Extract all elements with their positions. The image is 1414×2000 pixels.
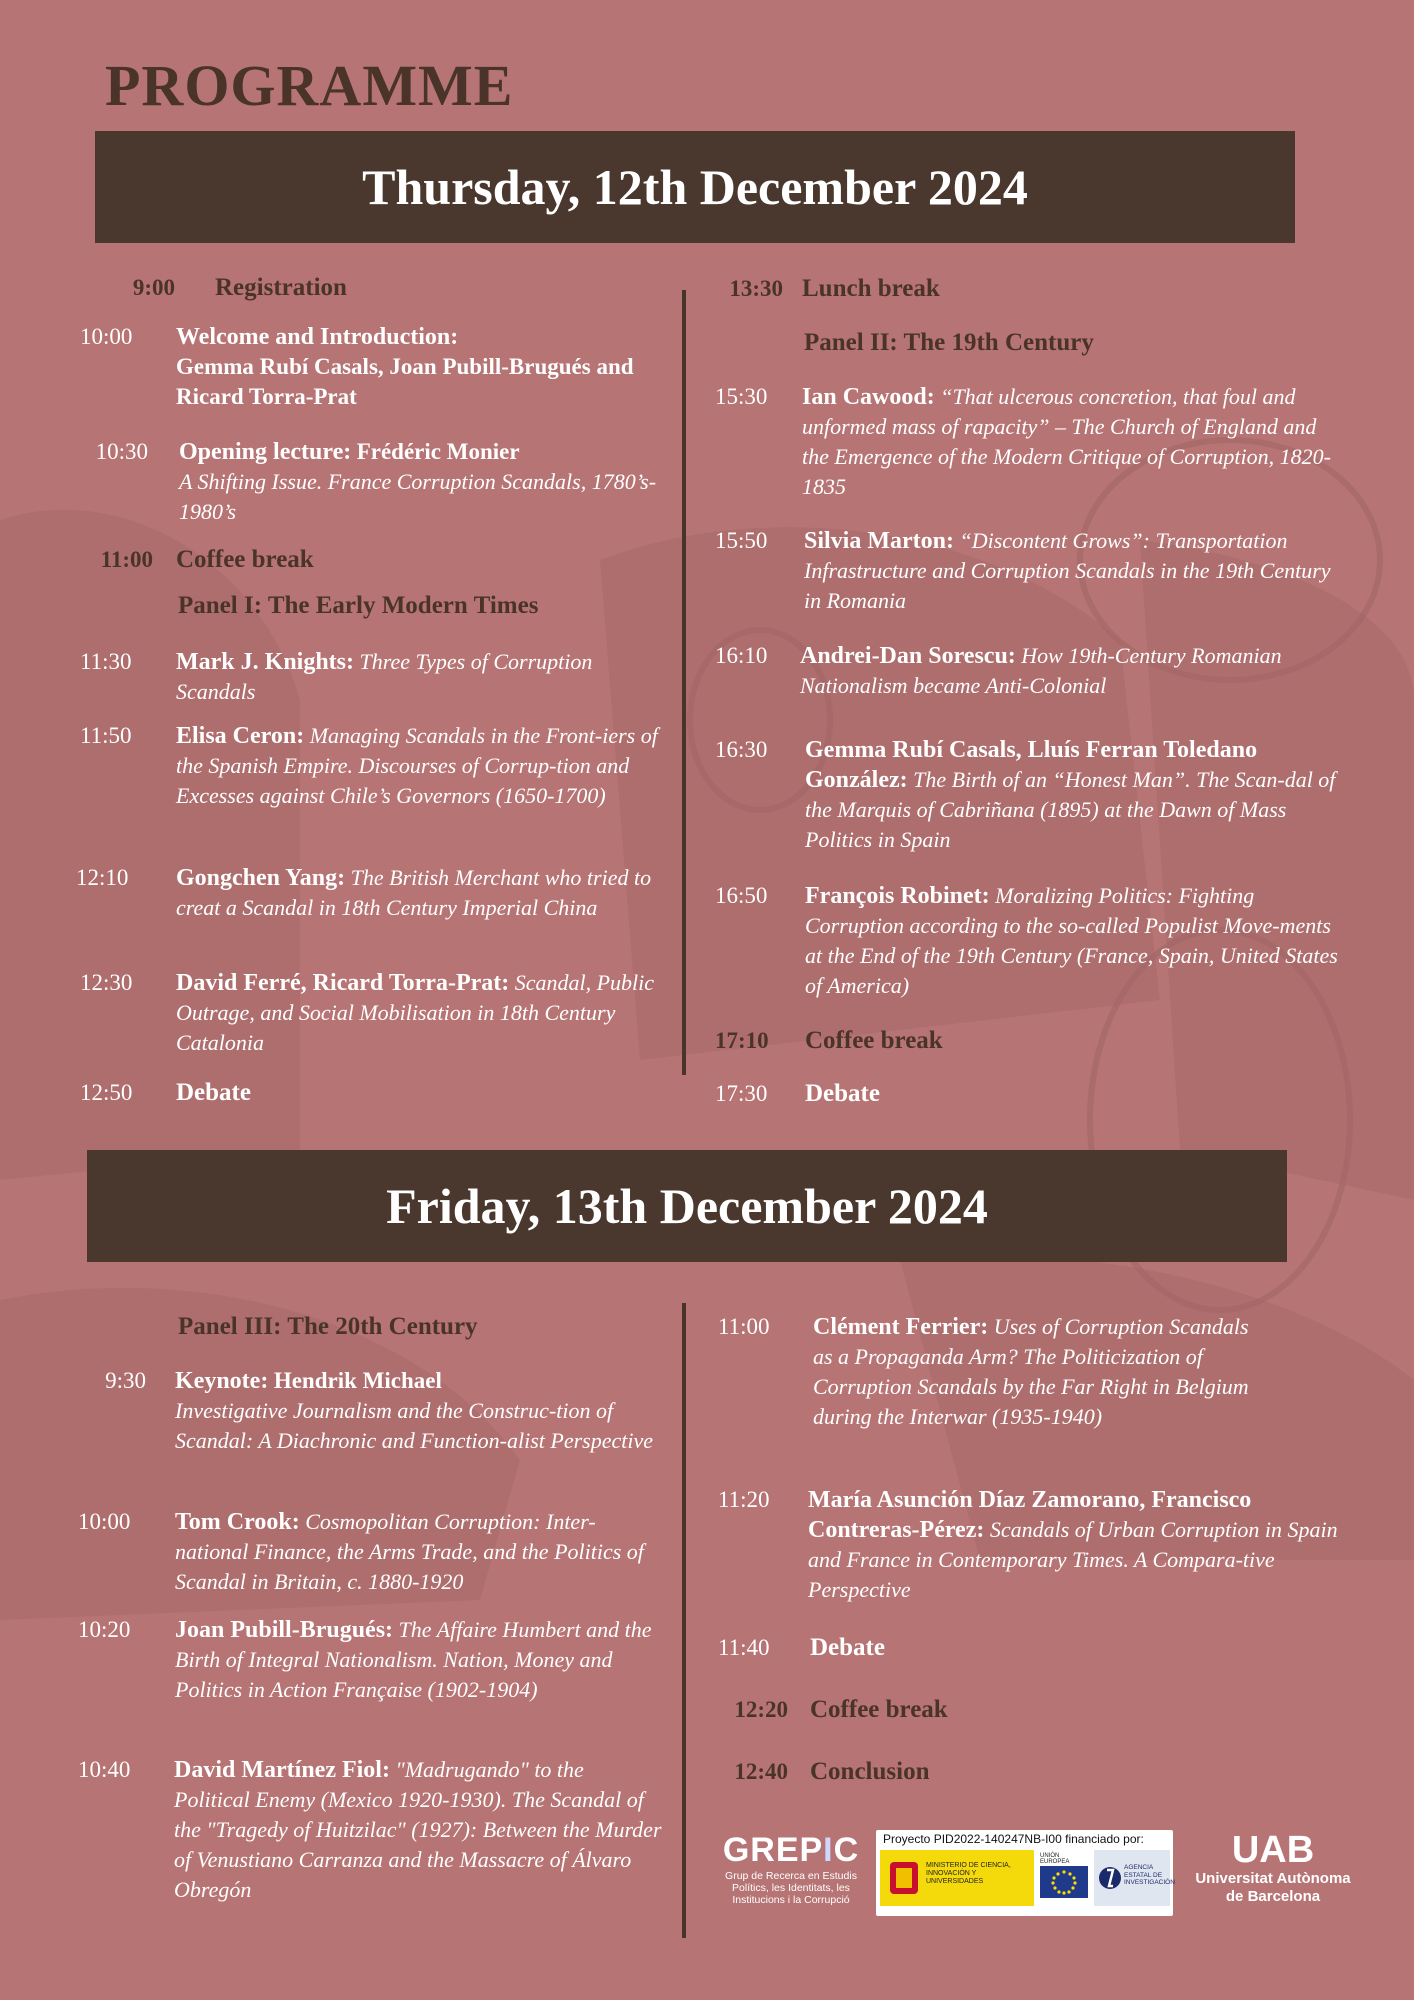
item-label: Debate bbox=[805, 1080, 880, 1107]
item-speaker: Ian Cawood: bbox=[802, 384, 935, 410]
item-time: 10:30 bbox=[95, 439, 148, 464]
item-time: 11:00 bbox=[718, 1314, 770, 1339]
item-speaker: David Martínez Fiol: bbox=[174, 1757, 390, 1783]
uab-wordmark: UAB bbox=[1231, 1829, 1315, 1871]
item-label: Coffee break bbox=[810, 1696, 948, 1723]
item-talk-title: Investigative Journalism and the Construc-tion of Scandal: A Diachronic and Function-alist Perspective bbox=[175, 1398, 653, 1453]
item-speaker: Elisa Ceron: bbox=[176, 723, 305, 749]
eu-flag-icon bbox=[1040, 1866, 1088, 1898]
item-lead: Keynote: bbox=[175, 1368, 269, 1394]
item-speaker: Frédéric Monier bbox=[356, 439, 520, 464]
item-title: Welcome and Introduction: bbox=[176, 324, 459, 350]
schedule-item bbox=[715, 526, 1355, 616]
item-time: 10:00 bbox=[78, 1509, 131, 1534]
schedule-item bbox=[80, 273, 347, 303]
schedule-item bbox=[718, 1485, 1378, 1605]
item-body bbox=[176, 968, 666, 1058]
item-talk-title: "Madrugando" to the Political Enemy (Mexico 1920-1930). The Scandal of the "Tragedy of Huitzilac" (1927): Between the Murder of Venustiano Carranza and the Massacre of Álvaro Obregón bbox=[174, 1757, 662, 1902]
schedule-item bbox=[718, 1695, 948, 1725]
item-time: 15:30 bbox=[715, 384, 768, 409]
grepic-logo bbox=[716, 1832, 866, 1906]
panel-heading: Panel I: The Early Modern Times bbox=[178, 592, 539, 619]
schedule-item bbox=[715, 382, 1355, 502]
panel-heading: Panel II: The 19th Century bbox=[804, 329, 1094, 356]
funding-caption: Proyecto PID2022-140247NB-I00 financiado por: bbox=[883, 1832, 1144, 1846]
item-body bbox=[174, 1755, 664, 1905]
grepic-subtitle: Grup de Recerca en Estudis Polítics, les Identitats, les Institucions i la Corrupció bbox=[725, 1870, 857, 1906]
aei-emblem-icon bbox=[1097, 1858, 1123, 1898]
item-body bbox=[808, 1485, 1368, 1605]
schedule-item bbox=[78, 1366, 668, 1456]
item-label: Debate bbox=[810, 1634, 885, 1661]
item-body bbox=[175, 1615, 665, 1705]
eu-stars-icon bbox=[1040, 1866, 1088, 1898]
item-body bbox=[176, 647, 666, 707]
item-label: Conclusion bbox=[810, 1758, 930, 1785]
schedule-item bbox=[80, 437, 670, 527]
item-time: 10:20 bbox=[78, 1617, 131, 1642]
item-body bbox=[802, 382, 1342, 502]
schedule-item bbox=[78, 1755, 668, 1905]
item-speaker: Tom Crook: bbox=[175, 1509, 300, 1535]
uab-logo bbox=[1180, 1830, 1366, 1906]
item-time: 11:30 bbox=[80, 649, 132, 674]
item-body bbox=[804, 526, 1344, 616]
item-time: 17:30 bbox=[715, 1081, 768, 1106]
page-title: PROGRAMME bbox=[105, 53, 514, 118]
item-body bbox=[175, 1507, 665, 1597]
item-talk-title: The Affaire Humbert and the Birth of Integral Nationalism. Nation, Money and Politics in Action Française (1902-1904) bbox=[175, 1617, 652, 1702]
item-time: 12:50 bbox=[80, 1080, 133, 1105]
schedule-item bbox=[80, 647, 670, 707]
schedule-item bbox=[715, 1079, 880, 1109]
uab-line-2: de Barcelona bbox=[1225, 1888, 1321, 1905]
item-talk-title: “Discontent Grows”: Transportation Infrastructure and Corruption Scandals in the 19th Century in Romania bbox=[804, 528, 1331, 613]
item-talk-title: The British Merchant who tried to creat a Scandal in 18th Century Imperial China bbox=[176, 865, 652, 920]
item-label: Debate bbox=[176, 1079, 251, 1106]
item-speaker: Gemma Rubí Casals, Lluís Ferran Toledano González: bbox=[805, 737, 1258, 793]
item-talk-title: Moralizing Politics: Fighting Corruption according to the so-called Populist Move-ments at the End of the 19th Century (France, Spain, United States of America) bbox=[805, 883, 1338, 998]
ministry-logo bbox=[880, 1850, 1034, 1906]
item-time: 12:40 bbox=[734, 1759, 788, 1784]
day-banner-friday: Friday, 13th December 2024 bbox=[87, 1150, 1287, 1262]
item-time: 11:00 bbox=[100, 547, 153, 572]
item-talk-title: Scandals of Urban Corruption in Spain and France in Contemporary Times. A Compara-tive Perspective bbox=[808, 1517, 1338, 1602]
schedule-item bbox=[78, 1507, 668, 1597]
item-speaker: Clément Ferrier: bbox=[813, 1314, 989, 1340]
uab-line-1: Universitat Autònoma bbox=[1195, 1870, 1351, 1887]
aei-text: AGENCIA ESTATAL DE INVESTIGACIÓN bbox=[1124, 1864, 1175, 1886]
item-body bbox=[176, 721, 666, 811]
item-lead: Opening lecture: bbox=[179, 439, 352, 465]
item-body bbox=[805, 735, 1345, 855]
item-body bbox=[176, 322, 666, 412]
schedule-item bbox=[80, 721, 670, 811]
item-talk-title: Uses of Corruption Scandals as a Propaganda Arm? The Politicization of Corruption Scandals by the Far Right in Belgium during the Interwar (1935-1940) bbox=[813, 1314, 1249, 1429]
item-time: 16:10 bbox=[715, 643, 768, 668]
schedule-item bbox=[715, 274, 940, 304]
item-time: 12:20 bbox=[734, 1697, 788, 1722]
item-body bbox=[800, 641, 1340, 701]
schedule-item bbox=[718, 1312, 1378, 1432]
item-speaker: Hendrik Michael bbox=[273, 1368, 442, 1393]
day-banner-thursday: Thursday, 12th December 2024 bbox=[95, 131, 1295, 243]
schedule-item bbox=[715, 735, 1355, 855]
schedule-item bbox=[715, 881, 1355, 1001]
item-time: 16:50 bbox=[715, 883, 768, 908]
item-body bbox=[176, 863, 666, 923]
item-time: 9:30 bbox=[105, 1368, 146, 1393]
item-time: 12:10 bbox=[76, 865, 129, 890]
item-time: 11:20 bbox=[718, 1487, 770, 1512]
ministry-text: MINISTERIO DE CIENCIA, INNOVACIÓN Y UNIVERSIDADES bbox=[926, 1862, 1011, 1885]
schedule-item bbox=[80, 545, 314, 575]
item-time: 15:50 bbox=[715, 528, 768, 553]
schedule-item bbox=[78, 1615, 668, 1705]
column-divider bbox=[682, 1303, 686, 1938]
aei-logo bbox=[1094, 1850, 1175, 1906]
item-body bbox=[179, 437, 659, 527]
column-divider bbox=[682, 290, 686, 1075]
item-talk-title: Managing Scandals in the Front-iers of the Spanish Empire. Discourses of Corrup-tion and Excesses against Chile’s Governors (1650-1700) bbox=[176, 723, 658, 808]
item-time: 10:40 bbox=[78, 1757, 131, 1782]
item-label: Coffee break bbox=[176, 546, 314, 573]
item-label: Registration bbox=[215, 274, 347, 301]
item-speaker: Andrei-Dan Sorescu: bbox=[800, 643, 1016, 669]
item-talk-title: “That ulcerous concretion, that foul and unformed mass of rapacity” – The Church of England and the Emergence of the Modern Critique of Corruption, 1820-1835 bbox=[802, 384, 1331, 499]
item-speaker: Mark J. Knights: bbox=[176, 649, 355, 675]
item-time: 11:50 bbox=[80, 723, 132, 748]
item-time: 10:00 bbox=[80, 324, 133, 349]
eu-caption: UNIÓN EUROPEA bbox=[1040, 1853, 1070, 1865]
item-time: 13:30 bbox=[729, 276, 783, 301]
item-speaker: Joan Pubill-Brugués: bbox=[175, 1617, 394, 1643]
schedule-item bbox=[715, 641, 1355, 701]
item-talk-title: How 19th-Century Romanian Nationalism became Anti-Colonial bbox=[800, 643, 1282, 698]
item-names: Gemma Rubí Casals, Joan Pubill-Brugués and Ricard Torra-Prat bbox=[176, 354, 634, 409]
item-speaker: David Ferré, Ricard Torra-Prat: bbox=[176, 970, 510, 996]
item-speaker: Gongchen Yang: bbox=[176, 865, 346, 891]
item-speaker: Silvia Marton: bbox=[804, 528, 954, 554]
panel-heading: Panel III: The 20th Century bbox=[178, 1313, 478, 1340]
item-time: 12:30 bbox=[80, 970, 133, 995]
spain-coat-of-arms-icon bbox=[886, 1856, 922, 1900]
schedule-item bbox=[80, 1078, 251, 1108]
grepic-wordmark: GREPIC bbox=[722, 1831, 860, 1869]
item-time: 11:40 bbox=[718, 1635, 770, 1660]
item-time: 17:10 bbox=[715, 1028, 769, 1053]
item-time: 16:30 bbox=[715, 737, 768, 762]
item-talk-title: Scandal, Public Outrage, and Social Mobilisation in 18th Century Catalonia bbox=[176, 970, 655, 1055]
schedule-item bbox=[718, 1757, 929, 1787]
item-talk-title: A Shifting Issue. France Corruption Scandals, 1780’s-1980’s bbox=[179, 469, 657, 524]
item-body bbox=[175, 1366, 665, 1456]
schedule-item bbox=[80, 968, 670, 1058]
funding-logos bbox=[876, 1830, 1173, 1916]
item-talk-title: The Birth of an “Honest Man”. The Scan-dal of the Marquis of Cabriñana (1895) at the Dawn of Mass Politics in Spain bbox=[805, 767, 1336, 852]
item-talk-title: Three Types of Corruption Scandals bbox=[176, 649, 593, 704]
schedule-item bbox=[80, 322, 670, 412]
item-label: Lunch break bbox=[802, 275, 940, 302]
item-speaker: François Robinet: bbox=[805, 883, 990, 909]
schedule-item bbox=[718, 1633, 885, 1663]
item-talk-title: Cosmopolitan Corruption: Inter-national Finance, the Arms Trade, and the Politics of Scandal in Britain, c. 1880-1920 bbox=[175, 1509, 644, 1594]
item-body bbox=[805, 881, 1345, 1001]
item-time: 9:00 bbox=[132, 275, 175, 300]
schedule-item bbox=[76, 863, 670, 923]
item-speaker: María Asunción Díaz Zamorano, Francisco Contreras-Pérez: bbox=[808, 1487, 1252, 1543]
item-label: Coffee break bbox=[805, 1027, 943, 1054]
item-body bbox=[813, 1312, 1273, 1432]
eu-logo bbox=[1038, 1850, 1090, 1906]
schedule-item bbox=[715, 1026, 943, 1056]
